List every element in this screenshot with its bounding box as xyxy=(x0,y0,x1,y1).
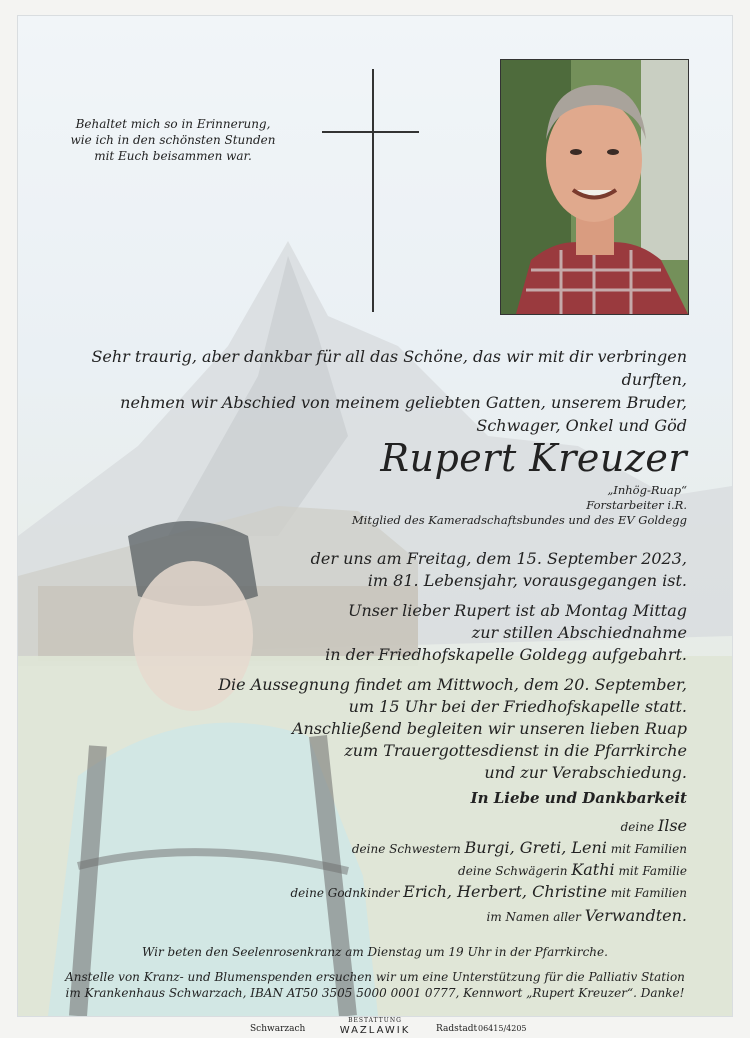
mourner-godchildren xyxy=(207,881,687,904)
mourners-heading: In Liebe und Dankbarkeit xyxy=(470,789,687,807)
rosary-notice: Wir beten den Seelenrosenkranz am Dienstag um 19 Uhr in der Pfarrkirche. xyxy=(142,945,608,959)
paragraph-line: und zur Verabschiedung. xyxy=(484,763,687,782)
death-paragraph xyxy=(167,548,687,592)
intro-text xyxy=(47,345,687,437)
mourner-prefix: im Namen aller xyxy=(486,910,581,924)
mourner-prefix: deine Schwestern xyxy=(351,842,461,856)
paragraph-line: in der Friedhofskapelle Goldegg aufgebahrt. xyxy=(325,645,687,664)
mourner-suffix: mit Familie xyxy=(618,864,687,878)
ceremony-paragraph xyxy=(167,674,687,784)
paragraph-line: im 81. Lebensjahr, vorausgegangen ist. xyxy=(367,571,687,590)
paragraph-line: zur stillen Abschiednahme xyxy=(471,623,687,642)
footer-location-left: Schwarzach xyxy=(250,1024,306,1034)
paragraph-line: Die Aussegnung findet am Mittwoch, dem 20. September, xyxy=(218,675,687,694)
mourner-name: Verwandten. xyxy=(584,906,687,925)
paragraph-line: der uns am Freitag, dem 15. September 2023, xyxy=(310,549,687,568)
mourner-sister-in-law xyxy=(207,859,687,882)
donation-notice xyxy=(38,969,712,1001)
occupation: Forstarbeiter i.R. xyxy=(586,498,687,512)
deceased-details xyxy=(187,483,687,528)
quote-line: mit Euch beisammen war. xyxy=(94,149,252,163)
mourner-suffix: mit Familien xyxy=(610,842,687,856)
intro-line: Schwager, Onkel und Göd xyxy=(476,416,687,435)
mourner-prefix: deine Schwägerin xyxy=(458,864,568,878)
membership: Mitglied des Kameradschaftsbundes und des EV Goldegg xyxy=(351,513,687,527)
footer-location-right: Radstadt xyxy=(436,1024,478,1034)
donation-line: im Krankenhaus Schwarzach, IBAN AT50 3505 5000 0001 0777, Kennwort „Rupert Kreuzer“. Danke! xyxy=(65,986,685,1000)
footer-brand: WAZLAWIK xyxy=(339,1025,411,1036)
cross-horizontal xyxy=(322,131,419,133)
mourner-name: Ilse xyxy=(657,816,687,835)
mourner-name: Kathi xyxy=(571,860,615,879)
mourner-prefix: deine xyxy=(620,820,655,834)
mourner-sisters xyxy=(207,837,687,860)
intro-line: Sehr traurig, aber dankbar für all das Schöne, das wir mit dir verbringen durften, xyxy=(91,347,687,389)
deceased-name: Rupert Kreuzer xyxy=(380,436,687,480)
quote-line: wie ich in den schönsten Stunden xyxy=(70,133,276,147)
mourner-name: Burgi, Greti, Leni xyxy=(464,838,607,857)
footer-phone: 06415/4205 xyxy=(478,1024,527,1033)
mourner-relatives xyxy=(207,905,687,928)
paragraph-line: Unser lieber Rupert ist ab Montag Mittag xyxy=(347,601,687,620)
mourner-wife xyxy=(207,815,687,838)
nickname: „Inhög-Ruap“ xyxy=(607,483,687,497)
portrait-photo xyxy=(500,59,689,315)
mourner-suffix: mit Familien xyxy=(610,886,687,900)
cross-vertical xyxy=(372,69,374,312)
intro-line: nehmen wir Abschied von meinem geliebten Gatten, unserem Bruder, xyxy=(120,393,687,412)
viewing-paragraph xyxy=(167,600,687,666)
obituary-card xyxy=(17,15,733,1017)
funeral-home-footer xyxy=(0,1017,750,1038)
donation-line: Anstelle von Kranz- und Blumenspenden ersuchen wir um eine Unterstützung für die Palliativ Station xyxy=(65,970,685,984)
memorial-quote xyxy=(58,116,288,164)
mourner-name: Erich, Herbert, Christine xyxy=(403,882,607,901)
paragraph-line: Anschließend begleiten wir unseren lieben Ruap xyxy=(291,719,687,738)
paragraph-line: um 15 Uhr bei der Friedhofskapelle statt. xyxy=(348,697,687,716)
quote-line: Behaltet mich so in Erinnerung, xyxy=(75,117,271,131)
paragraph-line: zum Trauergottesdienst in die Pfarrkirche xyxy=(344,741,687,760)
mourner-prefix: deine Godnkinder xyxy=(290,886,400,900)
footer-brand-small: BESTATTUNG xyxy=(348,1017,402,1024)
